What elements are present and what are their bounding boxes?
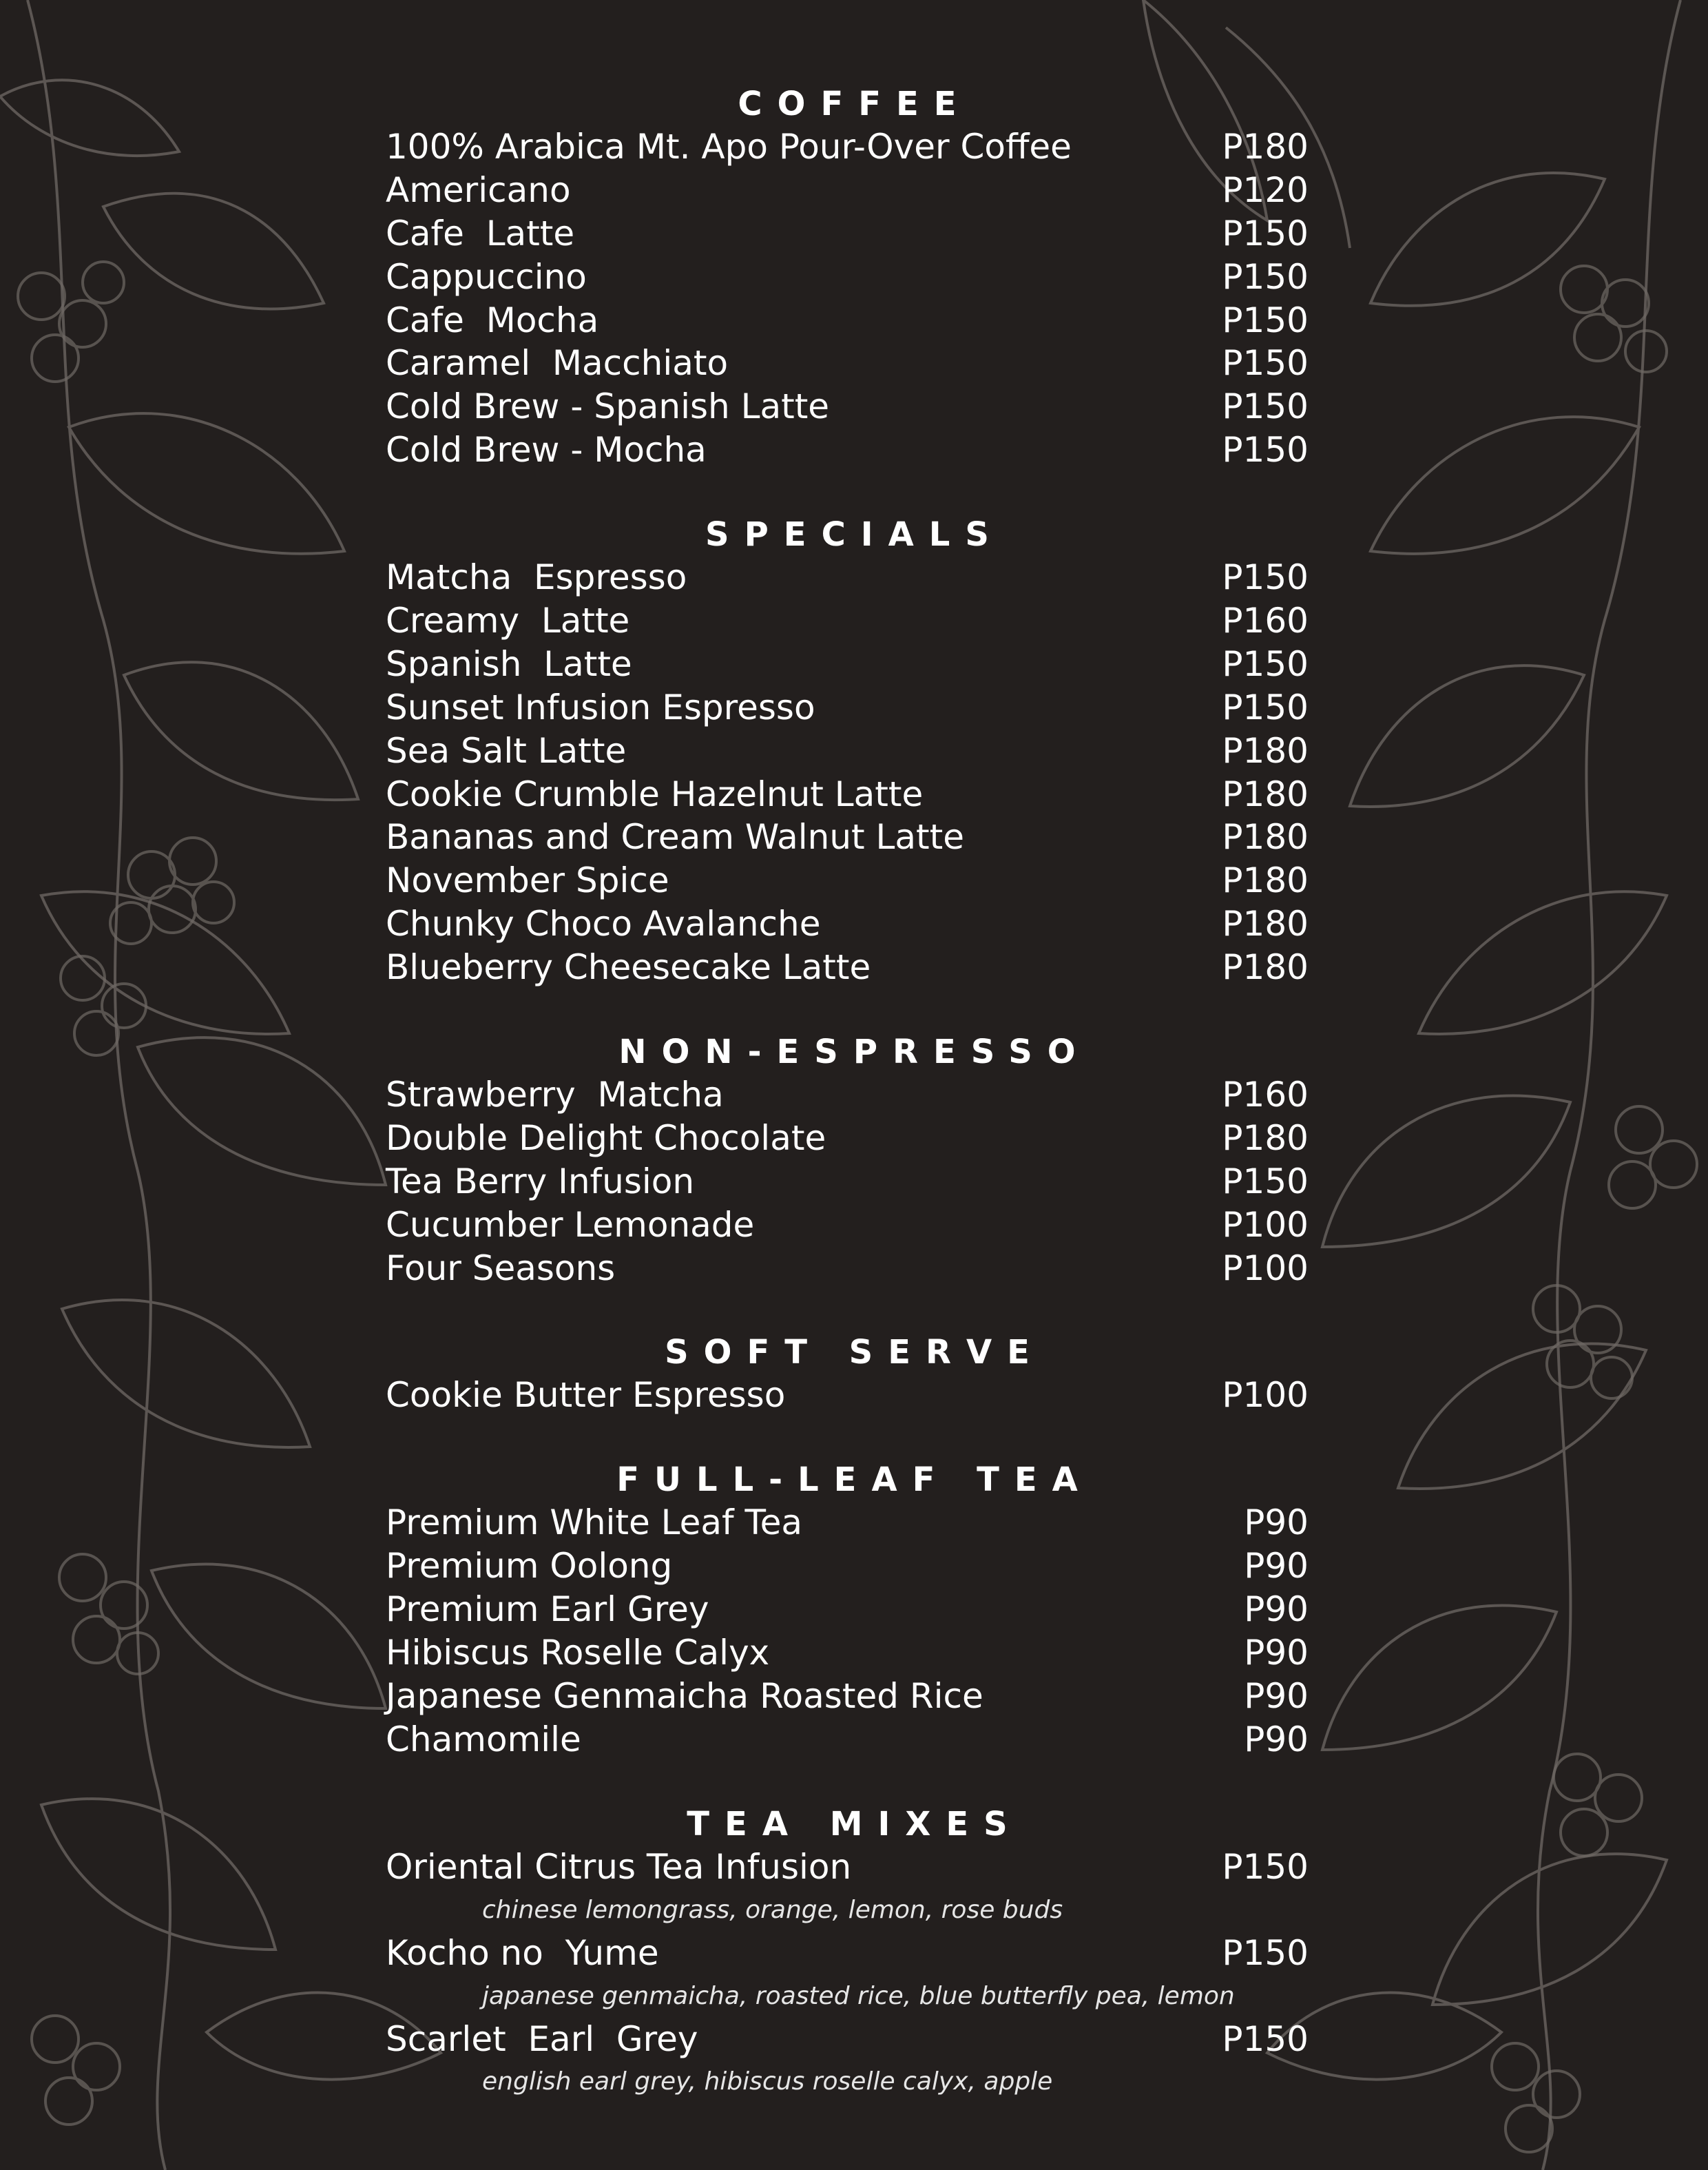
menu-item <box>386 730 1309 773</box>
menu-item <box>386 643 1309 686</box>
item-price: P160 <box>1222 1075 1309 1115</box>
coffee-item-list <box>386 125 1309 472</box>
item-price: P180 <box>1222 947 1309 988</box>
item-name: November Spice <box>386 860 669 901</box>
section-title-specials: SPECIALS <box>705 515 1004 555</box>
item-name: Cold Brew - Spanish Latte <box>386 386 830 427</box>
item-price: P150 <box>1222 343 1309 384</box>
item-description: english earl grey, hibiscus roselle calyx, apple <box>482 2067 1053 2096</box>
item-name: Americano <box>386 169 571 210</box>
item-price: P100 <box>1222 1375 1309 1416</box>
menu-item <box>386 859 1309 902</box>
menu-item <box>386 902 1309 946</box>
item-price: P90 <box>1244 1633 1309 1673</box>
menu-item <box>386 556 1309 599</box>
item-name: Matcha Espresso <box>386 557 687 598</box>
item-price: P90 <box>1244 1502 1309 1543</box>
section-coffee <box>386 83 1309 472</box>
item-name: Creamy Latte <box>386 601 630 641</box>
menu-item <box>386 1501 1309 1544</box>
item-name: Cookie Crumble Hazelnut Latte <box>386 774 924 814</box>
item-name: Caramel Macchiato <box>386 343 729 384</box>
menu-item <box>386 385 1309 428</box>
item-price: P180 <box>1222 1117 1309 1158</box>
item-name: Premium White Leaf Tea <box>386 1502 802 1543</box>
menu-item <box>386 1588 1309 1631</box>
section-non-espresso <box>386 1031 1309 1290</box>
menu-item <box>386 946 1309 989</box>
item-price: P180 <box>1222 860 1309 901</box>
item-name: Strawberry Matcha <box>386 1075 724 1115</box>
item-price: P150 <box>1222 1161 1309 1201</box>
item-price: P150 <box>1222 430 1309 471</box>
menu-item <box>386 125 1309 169</box>
section-spacer <box>386 1761 1309 1803</box>
item-price: P150 <box>1222 557 1309 598</box>
item-name: Spanish Latte <box>386 643 632 684</box>
item-name: Cucumber Lemonade <box>386 1204 755 1245</box>
item-price: P180 <box>1222 127 1309 167</box>
item-price: P180 <box>1222 774 1309 814</box>
item-price: P100 <box>1222 1248 1309 1288</box>
section-spacer <box>386 989 1309 1031</box>
menu-item <box>386 1631 1309 1675</box>
item-name: Four Seasons <box>386 1248 616 1288</box>
section-specials <box>386 513 1309 989</box>
section-title-tea-mixes: TEA MIXES <box>687 1804 1023 1843</box>
item-price: P150 <box>1222 213 1309 254</box>
menu-item <box>386 256 1309 299</box>
item-name: Bananas and Cream Walnut Latte <box>386 817 964 858</box>
item-price: P120 <box>1222 169 1309 210</box>
section-title-full-leaf-tea: FULL-LEAF TEA <box>616 1460 1093 1500</box>
section-title-non-espresso: NON-ESPRESSO <box>618 1033 1091 1072</box>
menu-item <box>386 1675 1309 1718</box>
item-name: Cafe Latte <box>386 213 575 254</box>
item-price: P160 <box>1222 601 1309 641</box>
item-name: Cafe Mocha <box>386 300 599 340</box>
section-full-leaf-tea <box>386 1458 1309 1761</box>
section-spacer <box>386 1290 1309 1331</box>
item-name: Premium Earl Grey <box>386 1589 709 1630</box>
menu-item <box>386 1544 1309 1588</box>
item-name: Double Delight Chocolate <box>386 1117 826 1158</box>
menu-item <box>386 686 1309 730</box>
item-name: Premium Oolong <box>386 1546 673 1587</box>
section-soft-serve <box>386 1331 1309 1417</box>
item-name: Cappuccino <box>386 256 587 297</box>
menu-item <box>386 1718 1309 1761</box>
item-price: P100 <box>1222 1204 1309 1245</box>
menu-item <box>386 169 1309 212</box>
item-name: Oriental Citrus Tea Infusion <box>386 1846 852 1887</box>
item-name: Sunset Infusion Espresso <box>386 687 815 727</box>
item-name: Cookie Butter Espresso <box>386 1375 786 1416</box>
item-price: P90 <box>1244 1589 1309 1630</box>
section-tea-mixes <box>386 1803 1309 2104</box>
menu-item <box>386 1160 1309 1203</box>
non-espresso-item-list <box>386 1073 1309 1290</box>
item-name: Chunky Choco Avalanche <box>386 904 821 944</box>
menu-item <box>386 1374 1309 1417</box>
menu-item <box>386 1073 1309 1117</box>
item-name: Hibiscus Roselle Calyx <box>386 1633 770 1673</box>
item-description: chinese lemongrass, orange, lemon, rose buds <box>482 1895 1063 1924</box>
item-price: P150 <box>1222 386 1309 427</box>
menu-item <box>386 428 1309 472</box>
menu-item <box>386 773 1309 816</box>
item-name: Blueberry Cheesecake Latte <box>386 947 871 988</box>
item-price: P150 <box>1222 300 1309 340</box>
menu-item <box>386 1117 1309 1160</box>
item-price: P90 <box>1244 1719 1309 1759</box>
item-name: Chamomile <box>386 1719 581 1759</box>
menu-item <box>386 1932 1309 1975</box>
menu-item <box>386 299 1309 342</box>
item-price: P180 <box>1222 904 1309 944</box>
soft-serve-item-list <box>386 1374 1309 1417</box>
menu-item <box>386 1247 1309 1290</box>
menu-item <box>386 1203 1309 1247</box>
full-leaf-tea-item-list <box>386 1501 1309 1761</box>
drinks-menu <box>386 83 1309 2103</box>
menu-item <box>386 342 1309 385</box>
section-title-soft-serve: SOFT SERVE <box>665 1333 1045 1372</box>
menu-item <box>386 212 1309 256</box>
tea-mixes-item-list <box>386 1846 1309 2104</box>
item-price: P150 <box>1222 256 1309 297</box>
section-spacer <box>386 1417 1309 1458</box>
menu-item <box>386 1846 1309 1889</box>
item-name: Tea Berry Infusion <box>386 1161 695 1201</box>
item-price: P150 <box>1222 1932 1309 1973</box>
item-name: 100% Arabica Mt. Apo Pour-Over Coffee <box>386 127 1072 167</box>
item-name: Kocho no Yume <box>386 1932 659 1973</box>
item-name: Japanese Genmaicha Roasted Rice <box>386 1675 983 1716</box>
item-price: P150 <box>1222 1846 1309 1887</box>
item-price: P180 <box>1222 817 1309 858</box>
specials-item-list <box>386 556 1309 989</box>
item-name: Scarlet Earl Grey <box>386 2018 698 2059</box>
item-price: P90 <box>1244 1675 1309 1716</box>
section-spacer <box>386 472 1309 513</box>
item-name: Cold Brew - Mocha <box>386 430 707 471</box>
item-price: P150 <box>1222 687 1309 727</box>
menu-item <box>386 816 1309 859</box>
item-name: Sea Salt Latte <box>386 730 627 771</box>
item-price: P180 <box>1222 730 1309 771</box>
item-price: P150 <box>1222 643 1309 684</box>
section-title-coffee: COFFEE <box>738 85 972 123</box>
item-description: japanese genmaicha, roasted rice, blue butterfly pea, lemon <box>482 1981 1235 2010</box>
item-price: P90 <box>1244 1546 1309 1587</box>
item-price: P150 <box>1222 2018 1309 2059</box>
menu-item <box>386 2018 1309 2061</box>
menu-item <box>386 599 1309 643</box>
